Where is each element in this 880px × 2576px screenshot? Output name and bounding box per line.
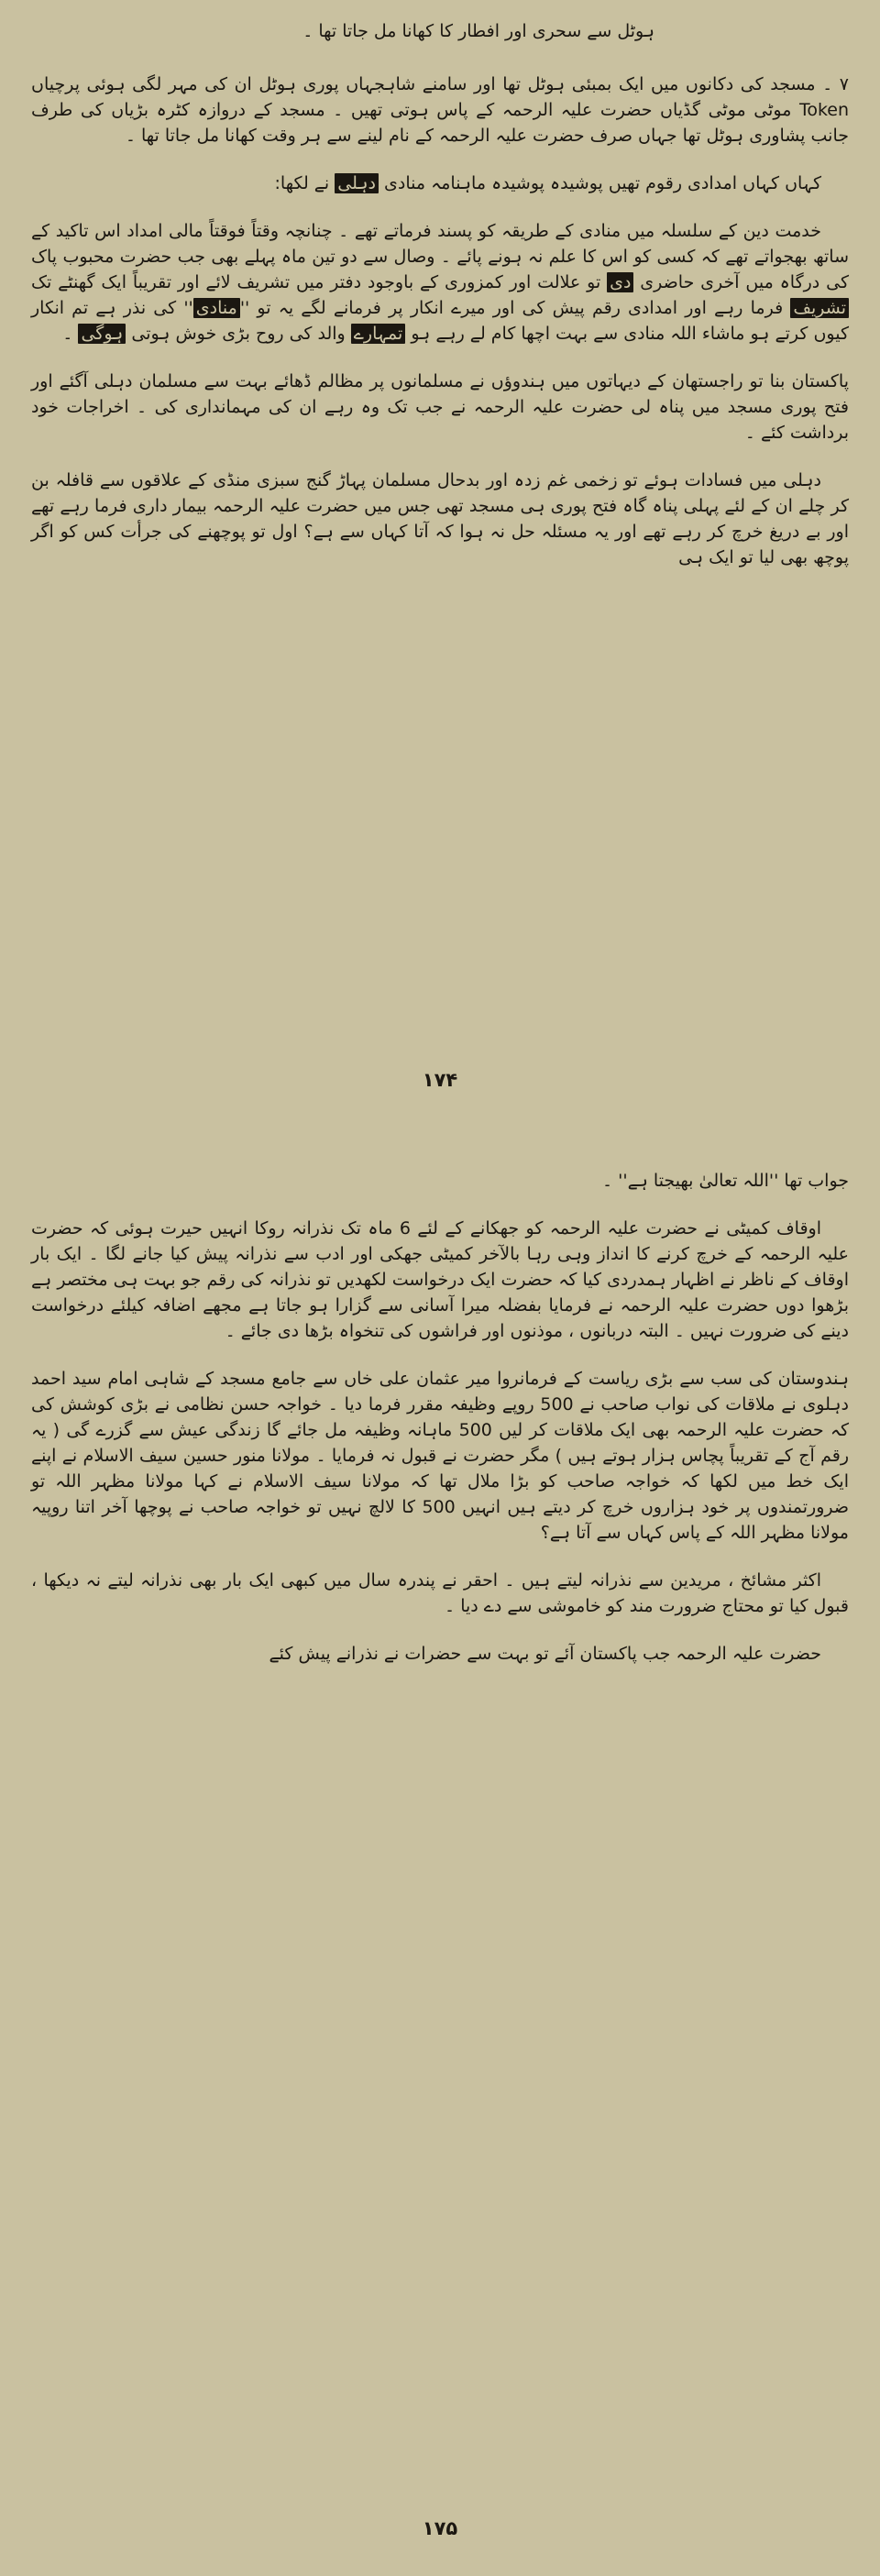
- page-number-174: ۱۷۴: [422, 1069, 458, 1091]
- blank-space-start-of-page: [31, 1091, 849, 1168]
- paragraph-munadi-quote: [31, 218, 849, 347]
- paragraph-answer: [31, 1168, 849, 1194]
- blank-space-end-of-page: [31, 592, 849, 1069]
- text-segment: حضرت علیہ الرحمہ جب پاکستان آئے تو بہت سے حضرات نے نذرانے پیش کئے: [269, 1644, 821, 1664]
- page-footer: [31, 2517, 849, 2552]
- paragraph-7-hotels: [31, 72, 849, 149]
- text-segment: ۷ ۔ مسجد کی دکانوں میں ایک بمبئی ہوٹل تھا اور سامنے شاہجہاں پوری ہوٹل ان کی مہر لگی ہوئی پرچیاں Token موٹی موٹی گڈیاں حضرت علیہ الرحمہ کے پاس ہوتی تھیں ۔ مسجد کے دروازہ کٹرہ بڑیاں کی طرف جانب پشاوری ہوٹل تھا جہاں صرف حضرت علیہ الرحمہ کے نام لینے سے ہر وقت کھانا مل جاتا تھا ۔: [31, 74, 849, 146]
- text-segment: نے لکھا:: [274, 173, 336, 193]
- text-segment: اوقاف کمیٹی نے حضرت علیہ الرحمہ کو جھکانے کے لئے 6 ماہ تک نذرانہ روکا انہیں حیرت ہوئی کہ حضرت علیہ الرحمہ کے خرچ کرنے کا انداز وہی رہا بالآخر کمیٹی جھکی اور ادب سے نذرانہ پیش کیا جانے لگا ۔ ایک بار اوقاف کے ناظر نے اظہار ہمدردی کیا کہ حضرت ایک درخواست لکھدیں تو نذرانہ کی رقم جو بہت ہی مختصر ہے بڑھوا دوں حضرت علیہ الرحمہ نے فرمایا بفضلہ میرا آسانی سے گزارا ہو جاتا ہے مجھے اضافہ کیلئے درخواست دینے کی ضرورت نہیں ۔ البتہ دربانوں ، موذنوں اور فراشوں کی تنخواہ بڑھا دی جائے ۔: [31, 1218, 850, 1341]
- text-segment: کہاں کہاں امدادی رقوم تھیں پوشیدہ پوشیدہ ماہنامہ منادی: [378, 173, 821, 193]
- text-segment: تو علالت اور کمزوری کے باوجود دفتر میں تشریف لائے اور تقریباً ایک گھنٹے تک: [31, 272, 608, 292]
- text-segment: اکثر مشائخ ، مریدین سے نذرانہ لیتے ہیں ۔ احقر نے پندرہ سال میں کبھی ایک بار بھی نذرانہ لیتے نہ دیکھا ، قبول کیا تو محتاج ضرورت مند کو خاموشی سے دے دیا ۔: [31, 1570, 849, 1616]
- highlighted-word: دہلی: [335, 173, 379, 193]
- highlighted-word: دی: [607, 272, 633, 292]
- paragraph-delhi-riots: [31, 468, 849, 570]
- text-segment: خدمت دین کے سلسلہ میں منادی کے طریقہ کو پسند فرماتے تھے ۔ چنانچہ وقتاً فوقتاً مالی امداد اس تاکید کے ساتھ بھجواتے تھے کہ کسی کو اس کا علم نہ ہونے پائے ۔ وصال سے دو تین ماہ پہلے بھی جب حضرت محبوب پاک کی درگاہ میں آخری حاضری: [31, 221, 849, 292]
- highlighted-word: منادی: [193, 298, 240, 318]
- highlighted-word: تشریف: [790, 298, 849, 318]
- paragraph-nizam-stipend: [31, 1366, 849, 1546]
- text-segment: دہلی میں فسادات ہوئے تو زخمی غم زدہ اور بدحال مسلمان پہاڑ گنج سبزی منڈی کے علاقوں سے قافلہ بن کر چلے ان کے لئے پہلی پناہ گاہ فتح پوری ہی مسجد تھی جس میں حضرت علیہ الرحمہ بیمار داری فرما رہے تھے اور بے دریغ خرچ کر رہے تھے اور یہ مسئلہ حل نہ ہوا کہ آتا کہاں سے ہے؟ اول تو پوچھنے کی جرأت کس کو اگر پوچھ بھی لیا تو ایک ہی: [31, 470, 849, 567]
- paragraph-pakistan-rajasthan: [31, 369, 849, 446]
- highlighted-word: تمہارے: [351, 324, 406, 344]
- paragraph-mashaikh-nazrana: [31, 1568, 849, 1619]
- text-segment: والد کی روح بڑی خوش ہوتی: [126, 324, 351, 344]
- text-segment: '' کی نذر ہے تم انکار کیوں کرتے ہو ماشاء اللہ منادی سے بہت اچھا کام لے رہے ہو: [31, 298, 849, 344]
- text-segment: ہندوستان کی سب سے بڑی ریاست کے فرمانروا میر عثمان علی خاں سے جامع مسجد کے شاہی امام سید احمد دہلوی نے ملاقات کی نواب صاحب نے 500 روپے وظیفہ مقرر فرما دیا ۔ خواجہ حسن نظامی نے بڑی کوشش کی کہ حضرت علیہ الرحمہ بھی ایک ملاقات کر لیں 500 ماہانہ وظیفہ مل جائے گا زندگی عیش سے گزرے گی ( یہ رقم آج کے تقریباً پچاس ہزار ہوتے ہیں ) مگر حضرت نے قبول نہ فرمایا ۔ مولانا منور حسین سیف الاسلام نے اپنے ایک خط میں لکھا کہ خواجہ صاحب کو بڑا ملال تھا کہ مولانا سیف الاسلام نے کہا مولانا مظہر اللہ تو ضرورتمندوں پر خود ہزاروں خرچ کر دیتے ہیں انہیں 500 کا لالچ نہیں تو خواجہ صاحب نے پوچھا آخر اتنا روپیہ مولانا مظہر اللہ کے پاس کہاں سے آتا ہے؟: [31, 1369, 850, 1543]
- paragraph-auqaf-committee: [31, 1216, 849, 1344]
- continuation-line: ہوٹل سے سحری اور افطار کا کھانا مل جاتا تھا ۔: [302, 21, 654, 41]
- highlighted-word: ہوگی: [78, 324, 126, 344]
- text-segment: جواب تھا ''اللہ تعالیٰ بھیجتا ہے'' ۔: [601, 1171, 849, 1191]
- text-segment: پاکستان بنا تو راجستھان کے دیہاتوں میں ہندوؤں نے مسلمانوں پر مظالم ڈھائے بہت سے مسلمان دہلی آگئے اور فتح پوری مسجد میں پناہ لی حضرت علیہ الرحمہ نے جب تک وہ رہے ان کی مہمانداری کی ۔ اخراجات خود برداشت کئے ۔: [31, 371, 849, 443]
- page-number-175: ۱۷۵: [422, 2517, 458, 2539]
- text-segment: ۔: [62, 324, 79, 344]
- text-segment: فرما رہے اور امدادی رقم پیش کی اور میرے انکار پر فرمانے لگے یہ تو '': [239, 298, 791, 318]
- paragraph-munadi-intro: [31, 171, 849, 196]
- paragraph-pakistan-arrival: [31, 1641, 849, 1667]
